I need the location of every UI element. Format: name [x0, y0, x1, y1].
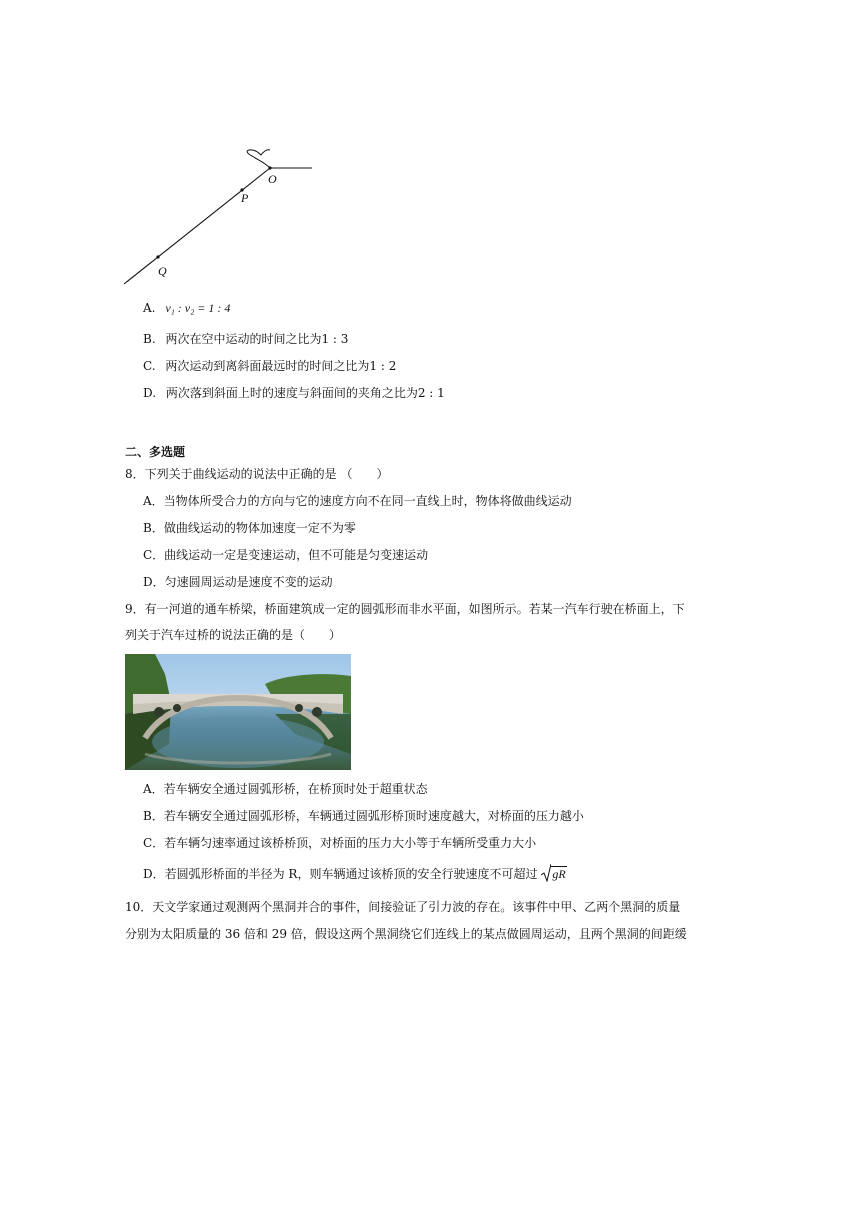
point-q	[156, 255, 159, 258]
point-o	[268, 166, 271, 169]
q7-option-b-letter: B.	[143, 332, 156, 346]
q7-option-a-letter: A.	[143, 301, 156, 315]
sqrt-symbol	[543, 866, 566, 882]
q9-option-b: B．若车辆安全通过圆弧形桥，车辆通过圆弧形桥顶时速度越大，对桥面的压力越小	[143, 809, 584, 823]
q7-option-b	[143, 331, 348, 347]
q9-stem-line1: 9．有一河道的通车桥梁，桥面建筑成一定的圆弧形而非水平面，如图所示。若某一汽车行驶在桥面上，下	[125, 602, 685, 616]
throw-start-icon	[247, 150, 270, 168]
label-o: O	[268, 172, 277, 186]
arch-bridge-photo	[125, 654, 351, 770]
q7-option-b-text: 两次在空中运动的时间之比为1 : 3	[165, 332, 349, 346]
q7-option-a-text: v₁ : v₂ = 1 : 4	[165, 301, 231, 315]
q8-option-c: C．曲线运动一定是变速运动，但不可能是匀变速运动	[143, 548, 429, 562]
incline-line	[124, 168, 270, 284]
q9-option-d	[143, 866, 567, 882]
sqrt-content: gR	[552, 867, 566, 881]
q10-line2: 分别为太阳质量的 36 倍和 29 倍，假设这两个黑洞绕它们连线上的某点做圆周运动，且两个黑洞的间距缓	[125, 927, 687, 941]
q7-option-a	[143, 300, 230, 316]
label-q: Q	[158, 264, 167, 278]
q7-option-c-letter: C.	[143, 359, 156, 373]
section-title: 二、多选题	[125, 445, 186, 459]
q9-option-a: A．若车辆安全通过圆弧形桥，在桥顶时处于超重状态	[143, 782, 428, 796]
q9-stem-line2: 列关于汽车过桥的说法正确的是（ ）	[125, 628, 342, 642]
q8-option-d: D．匀速圆周运动是速度不变的运动	[143, 575, 333, 589]
q9-option-c: C．若车辆匀速率通过该桥桥顶，对桥面的压力大小等于车辆所受重力大小	[143, 836, 537, 850]
label-p: P	[241, 191, 249, 205]
q10-line1: 10．天文学家通过观测两个黑洞并合的事件，间接验证了引力波的存在。该事件中甲、乙两个黑洞的质量	[125, 900, 681, 914]
radical-sign-icon	[541, 864, 551, 882]
q8-option-a: A．当物体所受合力的方向与它的速度方向不在同一直线上时，物体将做曲线运动	[143, 494, 572, 508]
q7-option-c	[143, 358, 396, 374]
q7-option-c-text: 两次运动到离斜面最远时的时间之比为1 : 2	[165, 359, 397, 373]
q7-option-d-letter: D.	[143, 386, 157, 400]
q8-option-b: B．做曲线运动的物体加速度一定不为零	[143, 521, 356, 535]
q9-option-d-text: D．若圆弧形桥面的半径为 R，则车辆通过该桥顶的安全行驶速度不可超过	[143, 867, 538, 881]
q7-option-d-text: 两次落到斜面上时的速度与斜面间的夹角之比为2 : 1	[165, 386, 445, 400]
q8-stem: 8．下列关于曲线运动的说法中正确的是 （ ）	[125, 467, 389, 481]
incline-diagram	[118, 140, 318, 290]
q7-option-d	[143, 385, 445, 401]
